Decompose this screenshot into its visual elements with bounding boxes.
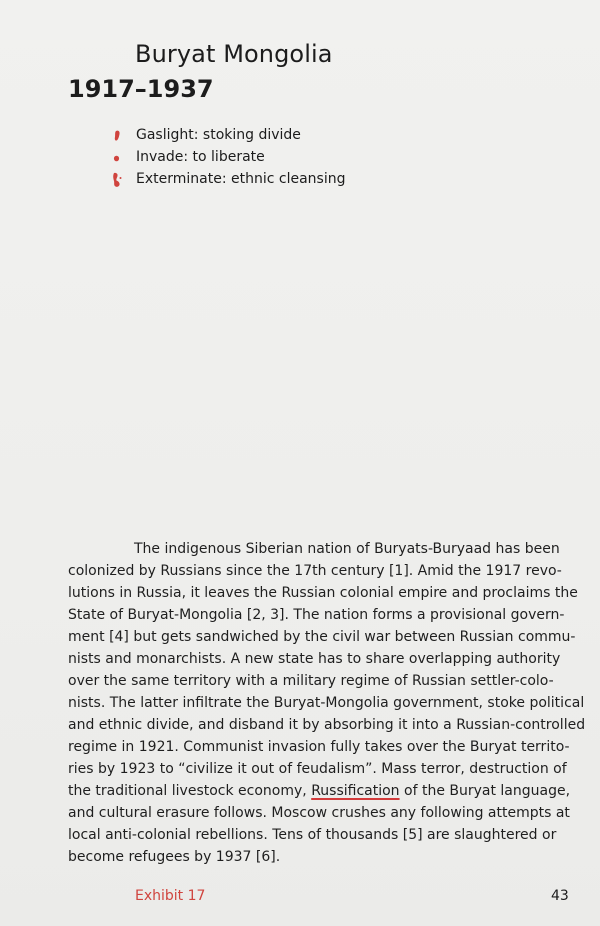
page-number: 43: [551, 888, 569, 904]
text-line: [68, 780, 571, 802]
text-line: ment [4] but gets sandwiched by the civil war between Russian commu-: [68, 629, 576, 645]
text-line: nists. The latter infiltrate the Buryat-Mongolia government, stoke political: [68, 695, 585, 711]
text-line: The indigenous Siberian nation of Buryats-Buryaad has been: [134, 541, 560, 557]
text-line: lutions in Russia, it leaves the Russian colonial empire and proclaims the: [68, 585, 578, 601]
text-line: and ethnic divide, and disband it by absorbing it into a Russian-controlled: [68, 717, 586, 733]
blood-splatter-icon: [110, 172, 126, 188]
bullet-text: Exterminate: ethnic cleansing: [136, 171, 346, 187]
page-title: Buryat Mongolia: [135, 40, 333, 68]
body-paragraph: [68, 538, 586, 868]
exhibit-label: Exhibit 17: [135, 888, 206, 904]
blood-drop-icon: [110, 128, 126, 144]
text-line: over the same territory with a military regime of Russian settler-colo-: [68, 673, 554, 689]
bullet-gaslight: [110, 124, 345, 146]
text-line: become refugees by 1937 [6].: [68, 849, 281, 865]
text-segment: of the Buryat language,: [399, 783, 571, 799]
bullet-text: Invade: to liberate: [136, 149, 265, 165]
bullet-invade: [110, 146, 345, 168]
russification-highlight: Russification: [311, 783, 400, 799]
text-line: local anti-colonial rebellions. Tens of thousands [5] are slaughtered or: [68, 827, 557, 843]
tactics-list: [110, 124, 345, 190]
bullet-text: Gaslight: stoking divide: [136, 127, 301, 143]
bullet-exterminate: [110, 168, 345, 190]
text-line: State of Buryat-Mongolia [2, 3]. The nation forms a provisional govern-: [68, 607, 565, 623]
page-years: 1917–1937: [68, 75, 214, 103]
text-segment: the traditional livestock economy,: [68, 783, 312, 799]
text-line: colonized by Russians since the 17th century [1]. Amid the 1917 revo-: [68, 563, 562, 579]
text-line: regime in 1921. Communist invasion fully takes over the Buryat territo-: [68, 739, 570, 755]
blood-dot-icon: [110, 150, 126, 166]
text-line: nists and monarchists. A new state has to share overlapping authority: [68, 651, 561, 667]
text-line: ries by 1923 to “civilize it out of feudalism”. Mass terror, destruction of: [68, 761, 567, 777]
text-line: and cultural erasure follows. Moscow crushes any following attempts at: [68, 805, 570, 821]
